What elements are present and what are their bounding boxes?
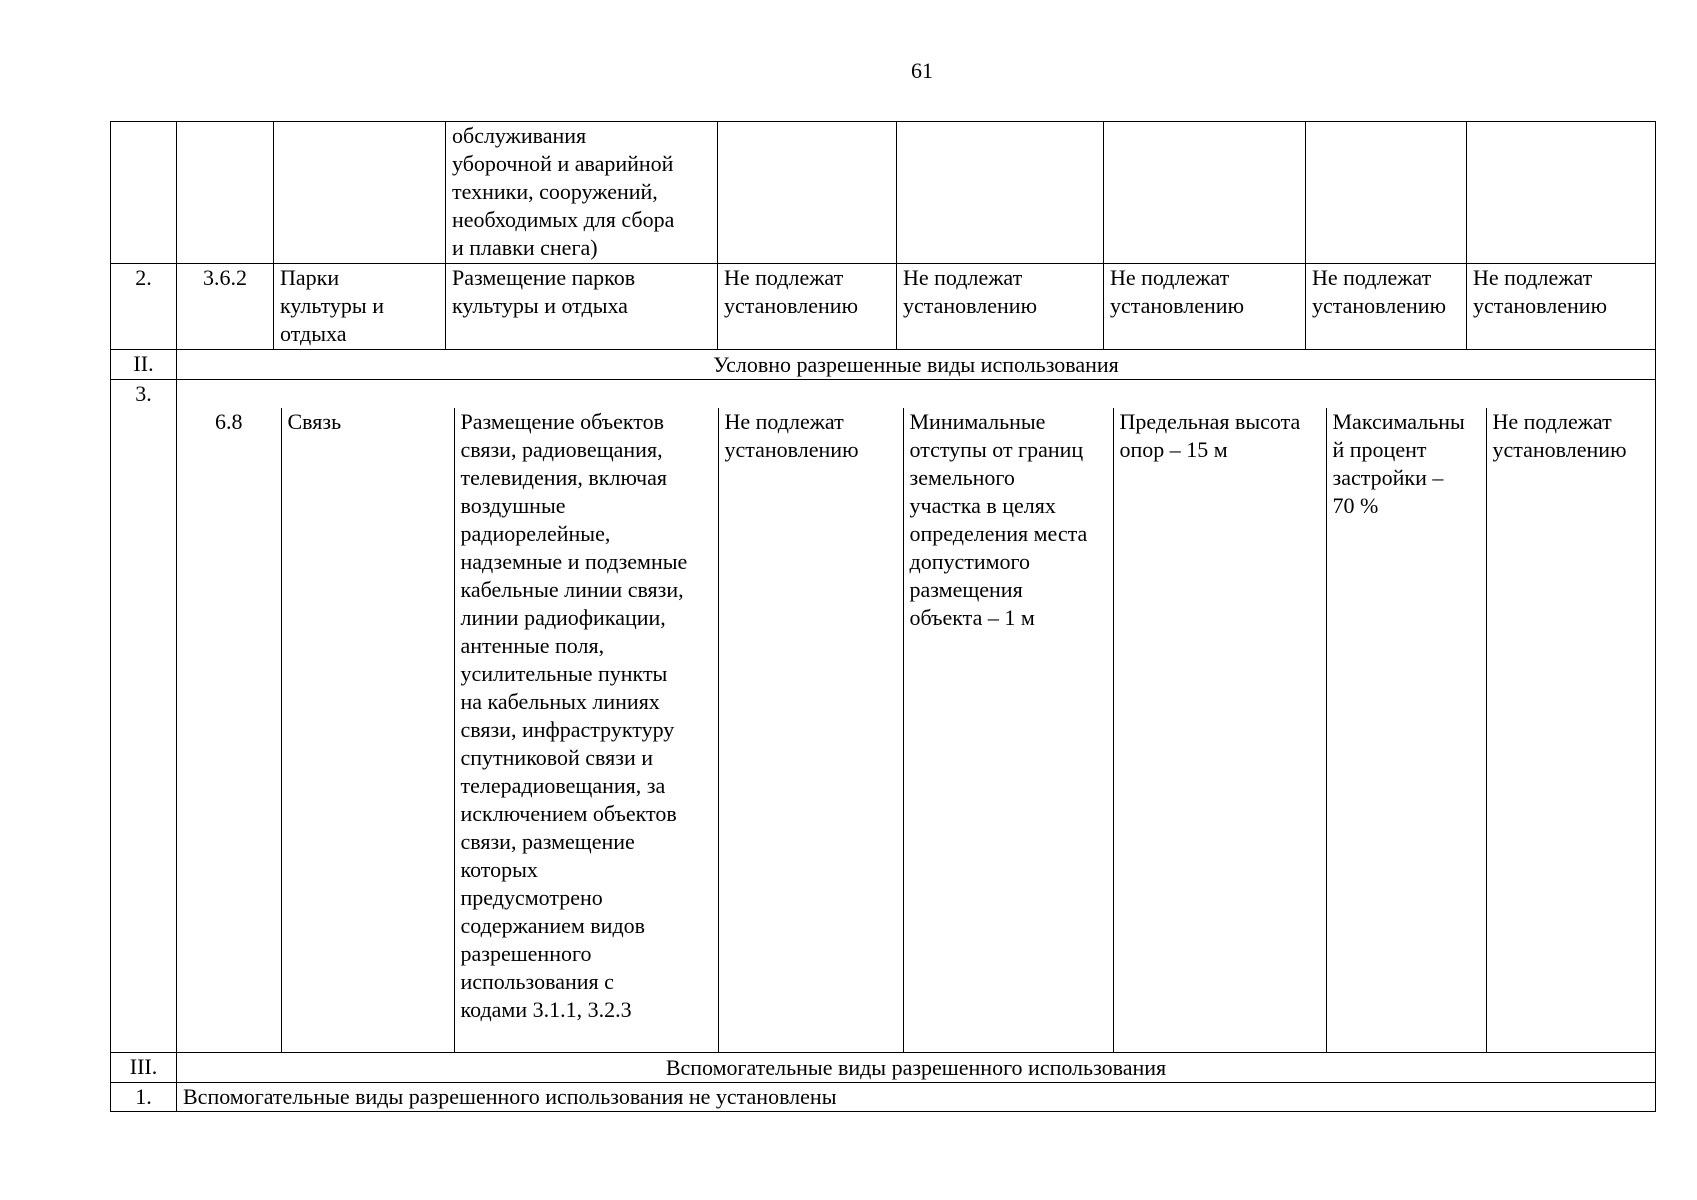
cell-c9: Не подлежат установлению (1467, 264, 1656, 350)
cell-c9: Не подлежат установлению (1486, 408, 1656, 1053)
cell-c7: Предельная высота опор – 15 м (1113, 408, 1326, 1053)
cell-empty (177, 122, 274, 264)
table-row-2 (111, 264, 1656, 350)
section-num: II. (111, 350, 177, 380)
land-use-grid (110, 121, 1656, 1112)
cell-empty (718, 122, 897, 264)
land-use-table (110, 121, 1655, 1112)
section-title: Условно разрешенные виды использования (177, 350, 1656, 380)
cell-num: 1. (111, 1083, 177, 1112)
row-3-cells (177, 380, 1656, 1053)
table-row-last (111, 1083, 1656, 1112)
section-row-ii (111, 350, 1656, 380)
cell-name: Парки культуры и отдыха (274, 264, 446, 350)
cell-description: обслуживания уборочной и аварийной техники, сооружений, необходимых для сбора и плавки снега) (446, 122, 718, 264)
cell-c7: Не подлежат установлению (1104, 264, 1306, 350)
cell-empty (1104, 122, 1306, 264)
cell-c6: Минимальные отступы от границ земельного участка в целях определения места допустимого размещения объекта – 1 м (903, 408, 1113, 1053)
page-number: 61 (911, 58, 933, 83)
row-3-inner (177, 408, 1656, 1053)
cell-c5: Не подлежат установлению (718, 408, 903, 1053)
section-title: Вспомогательные виды разрешенного использования (177, 1053, 1656, 1083)
cell-description: Размещение объектов связи, радиовещания, телевидения, включая воздушные радиорелейные, надземные и подземные кабельные линии связи, линии радиофикации, антенные поля, усилительные пункты на кабельных линиях связи, инфраструктуру спутниковой связи и телерадиовещания, за исключением объектов связи, размещение которых предусмотрено содержанием видов разрешенного использования с кодами 3.1.1, 3.2.3 (454, 408, 718, 1053)
cell-name: Связь (281, 408, 454, 1053)
table-row-continuation (111, 122, 1656, 264)
section-row-iii (111, 1053, 1656, 1083)
cell-empty (897, 122, 1104, 264)
cell-c8: Максимальны й процент застройки – 70 % (1326, 408, 1486, 1053)
cell-c8: Не подлежат установлению (1306, 264, 1467, 350)
table-row-3 (111, 380, 1656, 1053)
cell-c6: Не подлежат установлению (897, 264, 1104, 350)
cell-num: 2. (111, 264, 177, 350)
cell-num: 3. (111, 380, 177, 1053)
cell-c5: Не подлежат установлению (718, 264, 897, 350)
cell-empty (1306, 122, 1467, 264)
cell-code: 3.6.2 (177, 264, 274, 350)
cell-empty (1467, 122, 1656, 264)
cell-empty (111, 122, 177, 264)
cell-description: Размещение парков культуры и отдыха (446, 264, 718, 350)
cell-empty (274, 122, 446, 264)
section-num: III. (111, 1053, 177, 1083)
cell-text: Вспомогательные виды разрешенного использования не установлены (177, 1083, 1656, 1112)
cell-code: 6.8 (215, 409, 243, 434)
